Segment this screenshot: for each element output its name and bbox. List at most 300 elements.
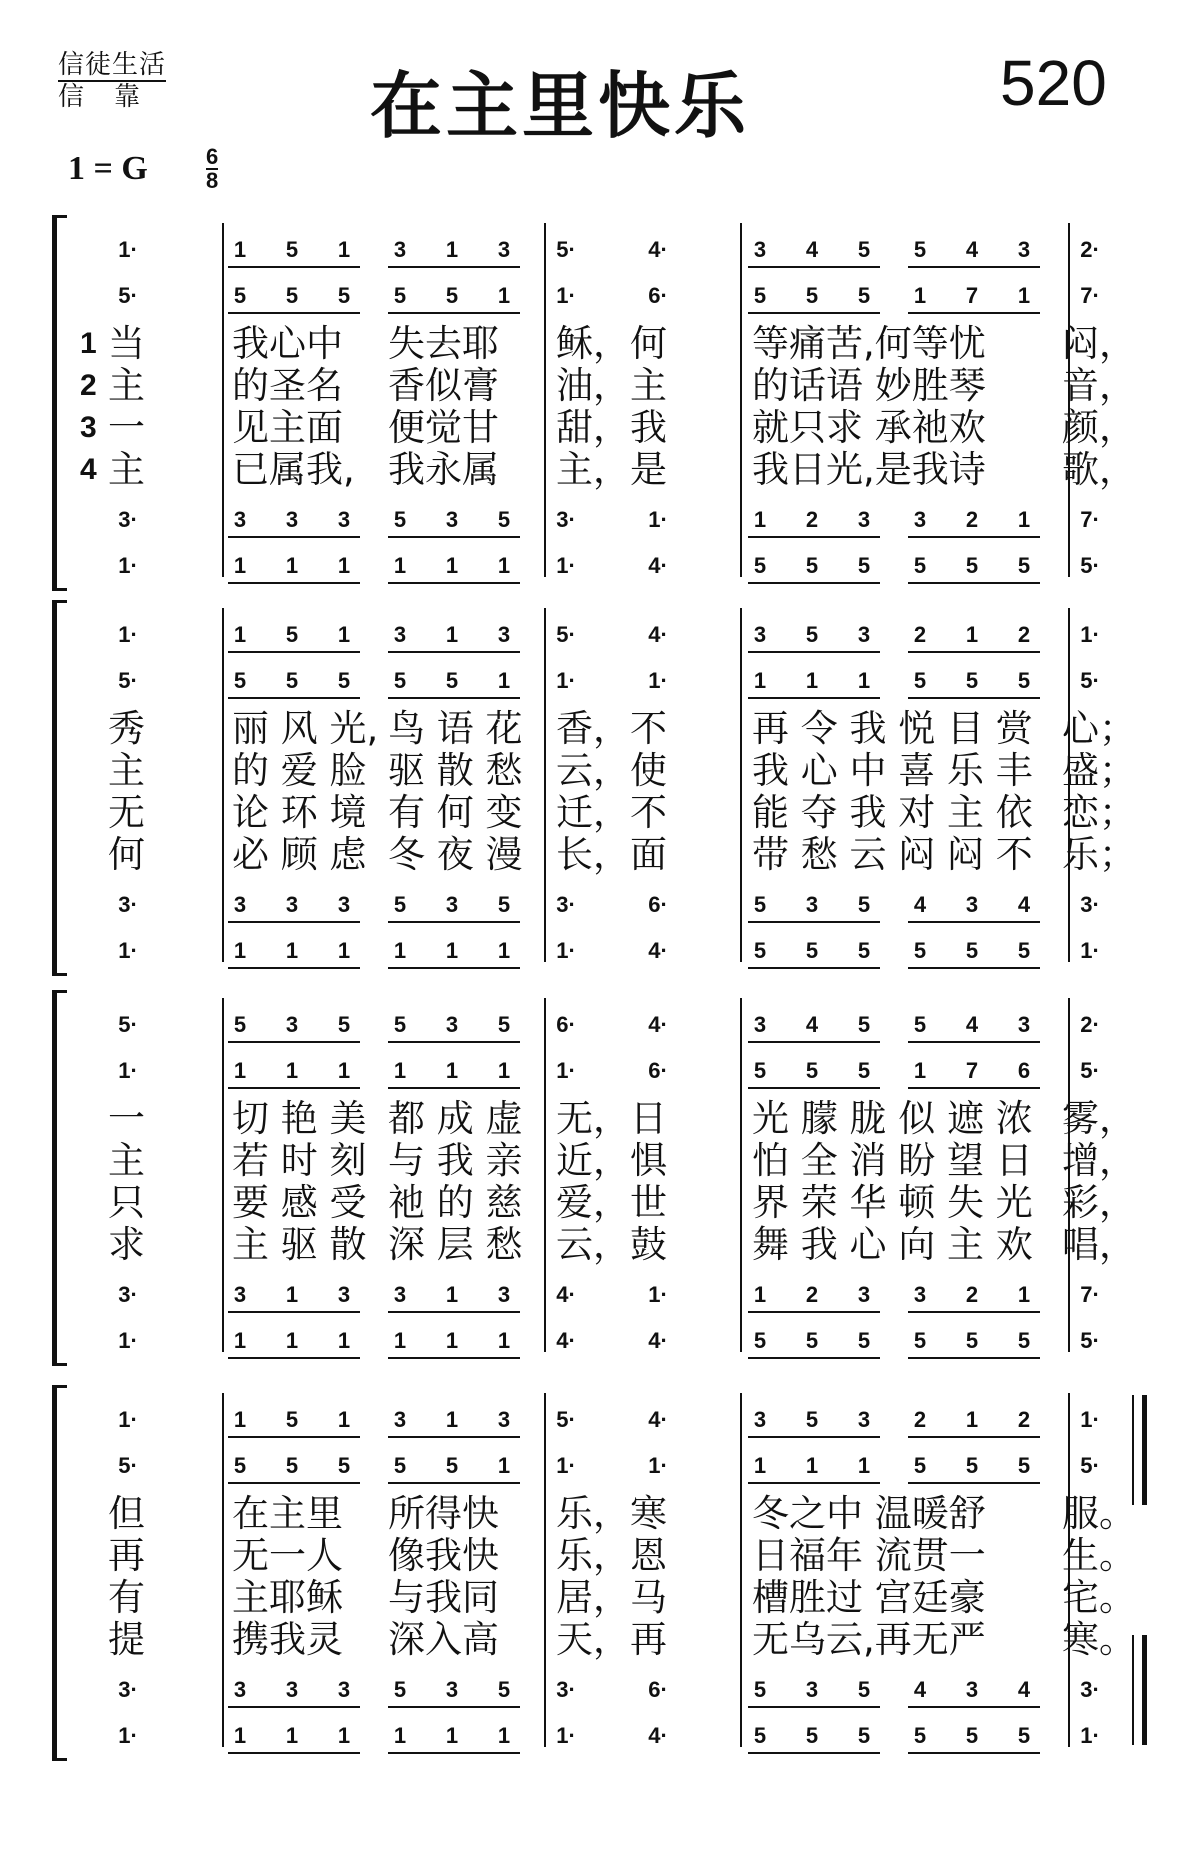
note: 5 — [497, 892, 511, 917]
verse-number: 3 — [80, 411, 97, 444]
lyric-segment: 就只求 承祂欢 — [752, 406, 986, 449]
note: 5 — [497, 1677, 511, 1702]
note: 1· — [556, 1723, 576, 1748]
note: 5 — [393, 668, 407, 693]
lyric-segment: 无乌云,再无严 — [752, 1618, 986, 1661]
verse-number: 4 — [80, 453, 97, 486]
note: 2 — [805, 1282, 819, 1307]
note: 5 — [445, 668, 459, 693]
note: 5 — [913, 1012, 927, 1037]
note: 3 — [337, 1282, 351, 1307]
beam — [388, 582, 520, 584]
lyric-segment: 再 令 我 悦 目 赏 — [752, 707, 1033, 750]
note: 6· — [648, 1058, 668, 1083]
note: 3 — [497, 1282, 511, 1307]
note: 4· — [648, 237, 668, 262]
note: 1 — [497, 1453, 511, 1478]
beam — [228, 266, 360, 268]
lyric-segment: 槽胜过 宫廷豪 — [752, 1576, 986, 1619]
lyric-segment: 携我灵 — [232, 1618, 343, 1661]
note: 3 — [285, 1012, 299, 1037]
lyric-segment: 带 愁 云 闷 闷 不 — [752, 833, 1033, 876]
system-3 — [0, 990, 1200, 1360]
note: 1 — [913, 1058, 927, 1083]
note-row-second-notes — [0, 281, 1200, 327]
note: 1 — [233, 1407, 247, 1432]
note: 5 — [753, 1058, 767, 1083]
lyric-segment: 秀 — [108, 707, 145, 750]
note: 1 — [233, 237, 247, 262]
note: 3· — [118, 507, 138, 532]
note: 5 — [1017, 938, 1031, 963]
lyric-segment: 切 艳 美 — [232, 1097, 367, 1140]
note: 5 — [337, 1012, 351, 1037]
note: 5 — [1017, 1723, 1031, 1748]
note: 5 — [285, 1453, 299, 1478]
lyric-segment: 再 — [108, 1534, 145, 1577]
beam — [748, 697, 880, 699]
note: 4· — [648, 938, 668, 963]
system-1 — [0, 215, 1200, 585]
note: 4· — [648, 622, 668, 647]
note: 5 — [233, 283, 247, 308]
lyric-segment: 宅。 — [1062, 1576, 1136, 1619]
note: 5 — [1017, 668, 1031, 693]
note: 1 — [805, 668, 819, 693]
note: 5 — [805, 622, 819, 647]
lyric-segment: 鸟 语 花 — [388, 707, 523, 750]
beam — [748, 1706, 880, 1708]
note: 5 — [753, 1677, 767, 1702]
lyric-segment: 乐； — [1062, 833, 1136, 876]
note: 5 — [805, 1058, 819, 1083]
beam — [908, 1706, 1040, 1708]
note: 3 — [393, 1407, 407, 1432]
beam — [748, 1087, 880, 1089]
note: 1 — [337, 553, 351, 578]
note: 7· — [1080, 1282, 1100, 1307]
lyric-segment: 云，使 — [556, 749, 667, 792]
note: 3 — [285, 892, 299, 917]
note: 1 — [285, 1282, 299, 1307]
note: 1· — [118, 1407, 138, 1432]
lyric-segment: 无 — [108, 791, 145, 834]
note: 1 — [393, 553, 407, 578]
note: 3 — [497, 1407, 511, 1432]
note: 3 — [445, 1012, 459, 1037]
note: 5 — [913, 938, 927, 963]
beam — [388, 312, 520, 314]
note: 5 — [285, 237, 299, 262]
lyric-segment: 颜， — [1062, 406, 1136, 449]
note: 5 — [857, 1677, 871, 1702]
beam — [388, 697, 520, 699]
beam — [388, 536, 520, 538]
note: 2 — [1017, 622, 1031, 647]
note: 2 — [913, 622, 927, 647]
beam — [748, 921, 880, 923]
note: 1 — [445, 553, 459, 578]
note: 4· — [648, 1328, 668, 1353]
lyric-segment: 音， — [1062, 364, 1136, 407]
lyric-segment: 一 — [108, 406, 145, 449]
lyric-segment: 心； — [1062, 707, 1136, 750]
lyric-segment: 见主面 — [232, 406, 343, 449]
note: 5· — [118, 1453, 138, 1478]
lyric-segment: 唱， — [1062, 1223, 1136, 1266]
note: 1· — [118, 1328, 138, 1353]
beam — [748, 1041, 880, 1043]
beam — [228, 651, 360, 653]
note: 1 — [285, 1328, 299, 1353]
note-row-bottom-notes — [0, 551, 1200, 597]
note: 5 — [965, 1328, 979, 1353]
note: 3 — [233, 1282, 247, 1307]
note: 5 — [233, 1453, 247, 1478]
note: 3· — [556, 507, 576, 532]
lyric-segment: 失去耶 — [388, 322, 499, 365]
beam — [908, 651, 1040, 653]
note: 3 — [233, 507, 247, 532]
lyric-segment: 怕 全 消 盼 望 日 — [752, 1139, 1033, 1182]
note-row-second-notes — [0, 1451, 1200, 1497]
note-row-bottom-notes — [0, 936, 1200, 982]
note: 5 — [857, 1012, 871, 1037]
note: 3· — [118, 892, 138, 917]
note: 5 — [1017, 1328, 1031, 1353]
beam — [228, 312, 360, 314]
note: 5 — [753, 283, 767, 308]
note: 5 — [445, 283, 459, 308]
lyric-segment: 已属我, — [232, 448, 355, 491]
note: 5· — [118, 1012, 138, 1037]
note: 3 — [393, 237, 407, 262]
note: 3 — [285, 507, 299, 532]
note: 5 — [285, 283, 299, 308]
verse-number: 2 — [80, 369, 97, 402]
note: 5 — [285, 622, 299, 647]
note: 5 — [445, 1453, 459, 1478]
lyric-segment: 深入高 — [388, 1618, 499, 1661]
note: 5 — [857, 892, 871, 917]
note: 1 — [497, 1328, 511, 1353]
note: 6· — [648, 1677, 668, 1702]
note: 1· — [1080, 1723, 1100, 1748]
note: 1· — [118, 938, 138, 963]
note: 5 — [393, 1453, 407, 1478]
note: 5· — [118, 668, 138, 693]
beam — [388, 1041, 520, 1043]
system-4 — [0, 1385, 1200, 1755]
lyric-segment: 所得快 — [388, 1492, 499, 1535]
lyric-segment: 云，鼓 — [556, 1223, 667, 1266]
beam — [388, 651, 520, 653]
note: 4 — [965, 1012, 979, 1037]
note: 1· — [556, 1453, 576, 1478]
note: 6· — [648, 892, 668, 917]
hymn-number: 520 — [1000, 47, 1107, 119]
lyric-segment: 舞 我 心 向 主 欢 — [752, 1223, 1033, 1266]
lyric-segment: 爱，世 — [556, 1181, 667, 1224]
note: 3 — [1017, 237, 1031, 262]
beam — [228, 536, 360, 538]
lyric-segment: 像我快 — [388, 1534, 499, 1577]
beam — [228, 921, 360, 923]
lyric-segment: 的话语 妙胜琴 — [752, 364, 986, 407]
note: 1 — [753, 507, 767, 532]
note: 3 — [965, 1677, 979, 1702]
beam — [748, 312, 880, 314]
lyric-segment: 要 感 受 — [232, 1181, 367, 1224]
beam — [228, 1752, 360, 1754]
beam — [388, 967, 520, 969]
note: 2· — [1080, 237, 1100, 262]
lyric-segment: 能 夺 我 对 主 依 — [752, 791, 1033, 834]
lyric-segment: 乐，寒 — [556, 1492, 667, 1535]
lyric-segment: 我心中 — [232, 322, 343, 365]
lyric-segment: 生。 — [1062, 1534, 1136, 1577]
beam — [908, 967, 1040, 969]
note: 3 — [857, 1407, 871, 1432]
beam — [228, 582, 360, 584]
note: 1 — [393, 1058, 407, 1083]
note-row-top-notes — [0, 1405, 1200, 1451]
verse-number: 1 — [80, 327, 97, 360]
lyric-segment: 日福年 流贯一 — [752, 1534, 986, 1577]
note: 1· — [648, 1453, 668, 1478]
lyric-segment: 一 — [108, 1097, 145, 1140]
note: 5 — [1017, 1453, 1031, 1478]
note: 1 — [445, 1723, 459, 1748]
note: 1 — [233, 622, 247, 647]
lyric-segment: 何 — [108, 833, 145, 876]
lyric-segment: 有 何 变 — [388, 791, 523, 834]
note: 5 — [913, 553, 927, 578]
note: 4· — [556, 1328, 576, 1353]
note: 7 — [965, 1058, 979, 1083]
lyric-segment: 甜，我 — [556, 406, 667, 449]
note: 1· — [1080, 1407, 1100, 1432]
lyric-segment: 迁，不 — [556, 791, 667, 834]
note: 1· — [118, 622, 138, 647]
note: 1 — [753, 1453, 767, 1478]
note: 1· — [648, 668, 668, 693]
note: 1 — [337, 938, 351, 963]
note: 3 — [445, 892, 459, 917]
note: 1· — [556, 283, 576, 308]
beam — [908, 697, 1040, 699]
system-2 — [0, 600, 1200, 970]
note: 1 — [337, 1328, 351, 1353]
note: 1 — [393, 938, 407, 963]
note-row-third-notes — [0, 1280, 1200, 1326]
note: 5 — [805, 283, 819, 308]
note: 4 — [965, 237, 979, 262]
note-row-top-notes — [0, 620, 1200, 666]
note: 3 — [805, 892, 819, 917]
note: 5 — [497, 1012, 511, 1037]
hymn-title: 在主里快乐 — [370, 64, 751, 148]
lyric-segment: 我日光,是我诗 — [752, 448, 986, 491]
note: 1 — [285, 1723, 299, 1748]
note: 4· — [648, 1012, 668, 1037]
lyric-segment: 主耶稣 — [232, 1576, 343, 1619]
note: 4 — [913, 1677, 927, 1702]
lyric-segment: 界 荣 华 顿 失 光 — [752, 1181, 1033, 1224]
note: 1 — [857, 668, 871, 693]
lyric-segment: 稣，何 — [556, 322, 667, 365]
lyric-segment: 无，日 — [556, 1097, 667, 1140]
note: 3 — [753, 237, 767, 262]
note: 5 — [913, 237, 927, 262]
lyric-segment: 恋； — [1062, 791, 1136, 834]
lyric-segment: 冬 夜 漫 — [388, 833, 523, 876]
note: 5 — [913, 1328, 927, 1353]
note: 5 — [805, 1407, 819, 1432]
beam — [748, 1436, 880, 1438]
note: 1 — [233, 553, 247, 578]
note: 1 — [233, 1058, 247, 1083]
note: 1 — [233, 938, 247, 963]
note: 2 — [805, 507, 819, 532]
lyric-segment: 雾， — [1062, 1097, 1136, 1140]
note: 1 — [393, 1328, 407, 1353]
note: 5 — [857, 1328, 871, 1353]
note: 1 — [337, 1723, 351, 1748]
beam — [908, 582, 1040, 584]
note: 1 — [445, 938, 459, 963]
lyric-segment: 天，再 — [556, 1618, 667, 1661]
note: 1 — [445, 1282, 459, 1307]
beam — [388, 921, 520, 923]
beam — [908, 266, 1040, 268]
lyric-segment: 增， — [1062, 1139, 1136, 1182]
note: 1· — [1080, 938, 1100, 963]
beam — [228, 1041, 360, 1043]
note-row-second-notes — [0, 1056, 1200, 1102]
beam — [388, 1311, 520, 1313]
note: 3 — [753, 1407, 767, 1432]
note: 5· — [1080, 668, 1100, 693]
note: 5 — [233, 668, 247, 693]
beam — [228, 967, 360, 969]
note-row-third-notes — [0, 890, 1200, 936]
note-row-third-notes — [0, 1675, 1200, 1721]
beam — [748, 1311, 880, 1313]
note: 1 — [497, 283, 511, 308]
lyric-segment: 有 — [108, 1576, 145, 1619]
note: 4· — [648, 553, 668, 578]
note: 1 — [753, 1282, 767, 1307]
note: 2 — [913, 1407, 927, 1432]
lyric-segment: 与我同 — [388, 1576, 499, 1619]
note: 1· — [648, 507, 668, 532]
note: 5· — [1080, 1453, 1100, 1478]
note: 4 — [1017, 892, 1031, 917]
note: 1 — [857, 1453, 871, 1478]
note: 5· — [1080, 1328, 1100, 1353]
note: 4 — [805, 237, 819, 262]
note: 1 — [445, 622, 459, 647]
beam — [908, 1357, 1040, 1359]
note: 1 — [497, 1058, 511, 1083]
note: 1 — [285, 1058, 299, 1083]
note: 3 — [1017, 1012, 1031, 1037]
note: 3 — [497, 237, 511, 262]
lyric-segment: 只 — [108, 1181, 145, 1224]
beam — [908, 1087, 1040, 1089]
note-row-bottom-notes — [0, 1326, 1200, 1372]
note: 5 — [393, 892, 407, 917]
note: 5 — [913, 1453, 927, 1478]
note: 3· — [1080, 1677, 1100, 1702]
note: 3· — [118, 1282, 138, 1307]
note: 3 — [233, 1677, 247, 1702]
lyric-segment: 近，惧 — [556, 1139, 667, 1182]
note: 3 — [913, 1282, 927, 1307]
note: 1 — [445, 1407, 459, 1432]
lyric-segment: 无一人 — [232, 1534, 343, 1577]
note: 3 — [913, 507, 927, 532]
lyric-segment: 居，马 — [556, 1576, 667, 1619]
key-signature: 1 = G — [68, 150, 148, 187]
beam — [748, 582, 880, 584]
beam — [748, 651, 880, 653]
beam — [228, 1436, 360, 1438]
note: 3 — [753, 1012, 767, 1037]
beam — [388, 1357, 520, 1359]
note: 5 — [965, 1453, 979, 1478]
beam — [748, 266, 880, 268]
note: 1 — [233, 1723, 247, 1748]
note: 1 — [1017, 283, 1031, 308]
lyric-segment: 主 — [108, 448, 145, 491]
note: 1 — [337, 1058, 351, 1083]
note: 1 — [285, 938, 299, 963]
note: 5 — [337, 283, 351, 308]
note: 5 — [965, 1723, 979, 1748]
lyric-segment: 服。 — [1062, 1492, 1136, 1535]
note: 3 — [857, 507, 871, 532]
note: 5 — [857, 237, 871, 262]
note: 5 — [857, 553, 871, 578]
note: 5 — [393, 283, 407, 308]
note: 1 — [445, 1058, 459, 1083]
note: 4 — [1017, 1677, 1031, 1702]
note: 4· — [648, 1723, 668, 1748]
note: 5 — [913, 1723, 927, 1748]
note: 1· — [556, 553, 576, 578]
lyric-segment: 主 — [108, 364, 145, 407]
lyric-segment: 歌， — [1062, 448, 1136, 491]
note: 2 — [1017, 1407, 1031, 1432]
note: 5· — [118, 283, 138, 308]
note: 1 — [285, 553, 299, 578]
note: 4 — [805, 1012, 819, 1037]
note: 1· — [556, 668, 576, 693]
note: 1 — [753, 668, 767, 693]
lyric-segment: 必 顾 虑 — [232, 833, 367, 876]
note: 5 — [393, 507, 407, 532]
hymnal-category — [58, 50, 170, 112]
note: 5 — [233, 1012, 247, 1037]
lyric-segment: 主 驱 散 — [232, 1223, 367, 1266]
note: 7· — [1080, 283, 1100, 308]
note: 5 — [913, 668, 927, 693]
note: 3 — [857, 1282, 871, 1307]
note: 5 — [393, 1012, 407, 1037]
note: 5 — [753, 1723, 767, 1748]
